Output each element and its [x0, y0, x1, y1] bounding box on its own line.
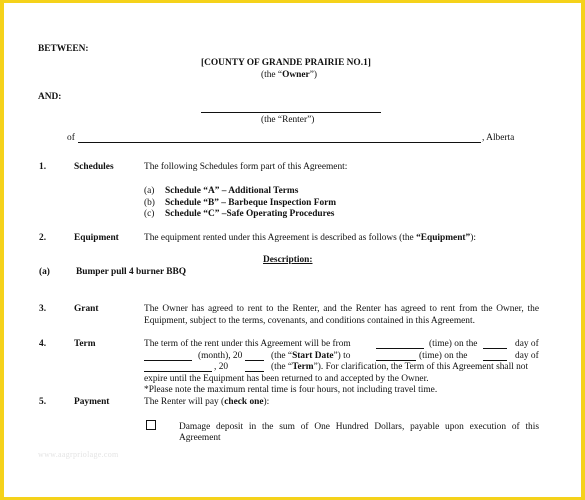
term-time-on-the-2: (time) on the — [419, 351, 468, 361]
section-1-title: Schedules — [74, 162, 114, 172]
schedule-c-label: Schedule “C” –Safe Operating Procedures — [165, 209, 335, 219]
section-2-text: The equipment rented under this Agreement is described as follows (the “Equipment”): — [144, 233, 476, 243]
schedule-a-marker: (a) — [144, 186, 155, 196]
alberta-label: , Alberta — [482, 133, 515, 143]
between-label: BETWEEN: — [38, 44, 89, 54]
term-definition: (the “Term”). For clarification, the Term of this Agreement shall not — [271, 362, 529, 372]
damage-deposit-line-2: Agreement — [179, 433, 221, 443]
start-month-blank[interactable] — [144, 360, 192, 361]
end-time-blank[interactable] — [376, 360, 416, 361]
renter-address-blank[interactable] — [78, 142, 481, 143]
renter-name-blank[interactable] — [201, 112, 381, 113]
damage-deposit-line-1: Damage deposit in the sum of One Hundred Dollars, payable upon execution of this — [179, 422, 539, 432]
equipment-item: Bumper pull 4 burner BBQ — [76, 267, 187, 277]
term-line-1-text: The term of the rent under this Agreement will be from — [144, 339, 351, 349]
owner-name: [COUNTY OF GRANDE PRAIRIE NO.1] — [201, 58, 371, 68]
term-line-4: expire until the Equipment has been returned to and accepted by the Owner. — [144, 374, 429, 384]
document-page — [4, 3, 581, 497]
term-year-label: , 20 — [214, 362, 229, 372]
section-2-number: 2. — [39, 233, 47, 243]
end-year-blank[interactable] — [245, 371, 264, 372]
section-4-number: 4. — [39, 339, 47, 349]
start-year-blank[interactable] — [245, 360, 264, 361]
start-time-blank[interactable] — [376, 348, 424, 349]
section-2-title: Equipment — [74, 233, 119, 243]
watermark-text: www.aagrpriolage.com — [38, 450, 119, 459]
term-month-label: (month), 20 — [198, 351, 243, 361]
start-day-blank[interactable] — [483, 348, 507, 349]
section-3-line-1: The Owner has agreed to rent to the Renter, and the Renter has agreed to rent from the Owner, the — [144, 304, 539, 314]
schedule-a-label: Schedule “A” – Additional Terms — [165, 186, 299, 196]
end-month-blank[interactable] — [144, 371, 212, 372]
section-3-title: Grant — [74, 304, 99, 314]
section-1-text: The following Schedules form part of this Agreement: — [144, 162, 348, 172]
section-3-number: 3. — [39, 304, 47, 314]
section-3-line-2: Equipment, subject to the terms, covenants, and conditions contained in this Agreement. — [144, 316, 475, 326]
schedule-b-marker: (b) — [144, 198, 155, 208]
equipment-item-marker: (a) — [39, 267, 50, 277]
term-day-of-1: day of — [515, 339, 539, 349]
damage-deposit-checkbox[interactable] — [146, 420, 156, 430]
end-day-blank[interactable] — [483, 360, 507, 361]
owner-role: (the “Owner”) — [261, 70, 317, 80]
term-note: *Please note the maximum rental time is four hours, not including travel time. — [144, 385, 438, 395]
schedule-b-label: Schedule “B” – Barbeque Inspection Form — [165, 198, 337, 208]
renter-role: (the “Renter”) — [261, 115, 315, 125]
section-4-title: Term — [74, 339, 96, 349]
section-5-text: The Renter will pay (check one): — [144, 397, 270, 407]
term-time-on-the-1: (time) on the — [429, 339, 478, 349]
section-5-number: 5. — [39, 397, 47, 407]
of-label: of — [67, 133, 75, 143]
description-heading: Description: — [263, 255, 313, 265]
start-date-label: (the “Start Date”) to — [271, 351, 351, 361]
section-1-number: 1. — [39, 162, 47, 172]
term-day-of-2: day of — [515, 351, 539, 361]
schedule-c-marker: (c) — [144, 209, 155, 219]
and-label: AND: — [38, 92, 62, 102]
section-5-title: Payment — [74, 397, 110, 407]
